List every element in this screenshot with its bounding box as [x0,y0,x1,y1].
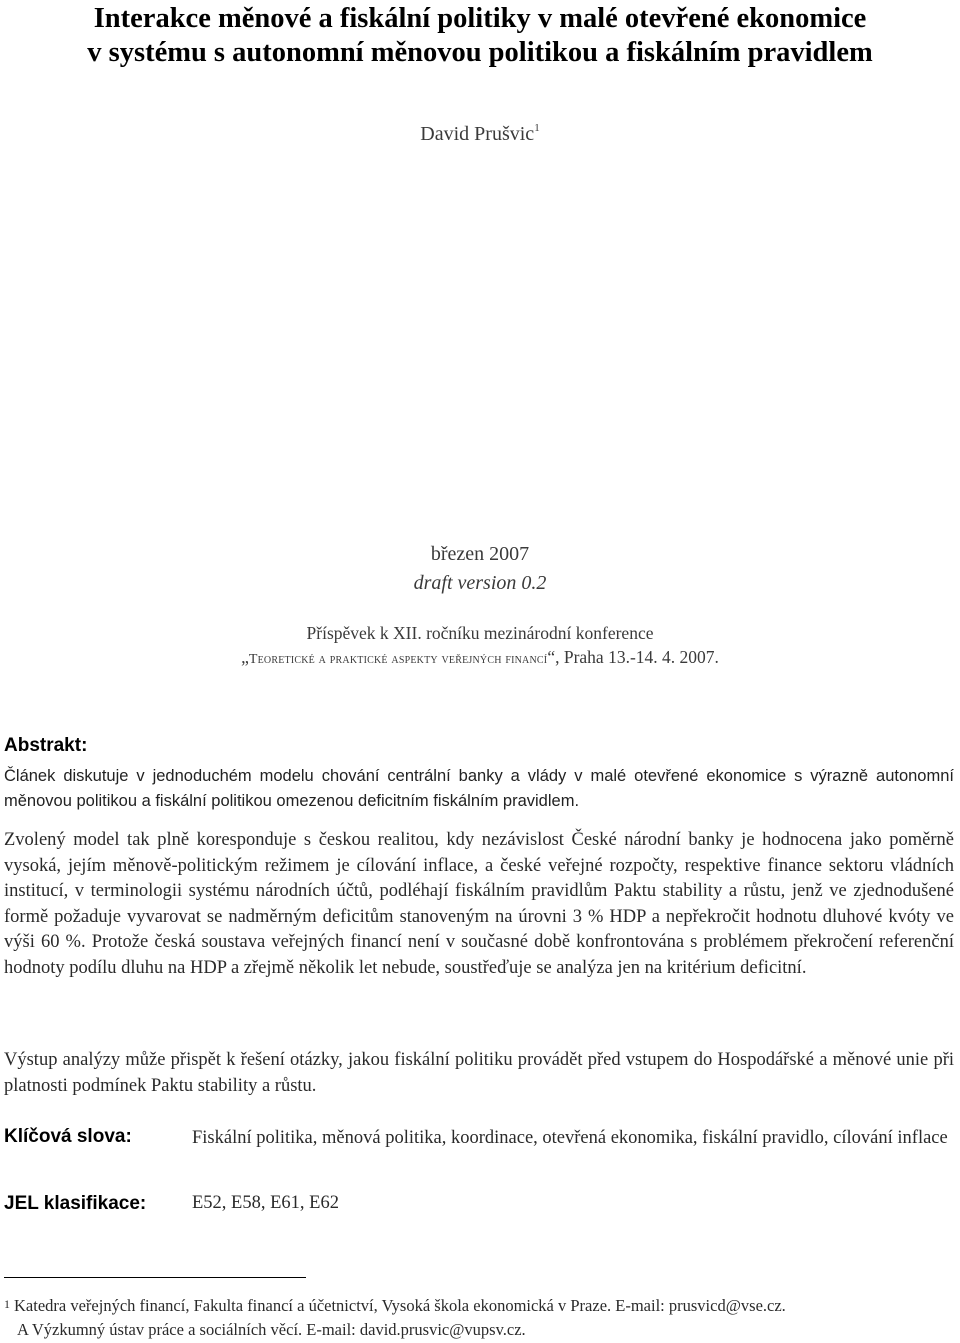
footnote-divider [4,1277,306,1278]
footnote-line-2: A Výzkumný ústav práce a sociálních věcí. E-mail: david.prusvic@vupsv.cz. [17,1320,526,1339]
abstract-paragraph-2: Zvolený model tak plně koresponduje s českou realitou, kdy nezávislost České národní banky je hodnocena jako poměrně vysoká, jejím měnově-politickým režimem je cílování inflace, a české veřejné rozpočty, respektive finance sektoru vládních institucí, v terminologii systému národních účtů, podléhají fiskálním pravidlům Paktu stability a růstu, jenž ve zjednodušené formě požaduje vyvarovat se nadměrným deficitům stanoveným na úrovni 3 % HDP a nepřekročit hodnotu dluhové kvóty ve výši 60 %. Protože česká soustava veřejných financí není v současné době konfrontována s problémem překročení referenční hodnoty podílu dluhu na HDP a zřejmě několik let nebude, soustřeďuje se analýza jen na kritérium deficitní. [4,830,954,978]
footnote [4,1292,960,1342]
abstract-heading: Abstrakt: [4,735,88,756]
author-line [0,122,960,146]
footnote-line-1 [4,1292,960,1318]
title-line-1: Interakce měnové a fiskální politiky v malé otevřené ekonomice [93,3,867,34]
abstract-paragraph-1: Článek diskutuje v jednoduchém modelu chování centrální banky a vlády v malé otevřené ekonomice s výrazně autonomní měnovou politikou a fiskální politikou omezenou deficitním fiskálním pravidlem. [4,767,954,810]
paper-title [4,2,956,70]
title-line-2: v systému s autonomní měnovou politikou a fiskálním pravidlem [87,37,873,68]
keywords-text: Fiskální politika, měnová politika, koordinace, otevřená ekonomika, fiskální pravidlo, cílování inflace [192,1128,948,1148]
author-footnote-mark: 1 [534,122,540,134]
abstract-paragraph-3: Výstup analýzy může přispět k řešení otázky, jakou fiskální politiku provádět před vstupem do Hospodářské a měnové unie při platnosti podmínek Paktu stability a růstu. [4,1050,954,1096]
footnote-number: 1 [4,1297,10,1311]
conference-name: Teoretické a praktické aspekty veřejných financí [248,652,548,667]
keywords-label: Klíčová slova: [4,1126,132,1147]
open-quote: „ [241,647,249,667]
close-quote: “ [547,647,556,667]
conference-line-2 [0,647,960,668]
conference-place-date: , Praha 13.-14. 4. 2007. [555,647,719,667]
conference-line-1: Příspěvek k XII. ročníku mezinárodní konference [306,623,654,643]
draft-version: draft version 0.2 [413,572,547,594]
footnote-text-1: Katedra veřejných financí, Fakulta financí a účetnictví, Vysoká škola ekonomická v Praze. E-mail: prusvicd@vse.cz. [14,1296,786,1315]
author-name: David Prušvic [420,123,535,145]
jel-label: JEL klasifikace: [4,1193,147,1214]
jel-codes: E52, E58, E61, E62 [192,1193,339,1213]
date: březen 2007 [430,543,530,565]
